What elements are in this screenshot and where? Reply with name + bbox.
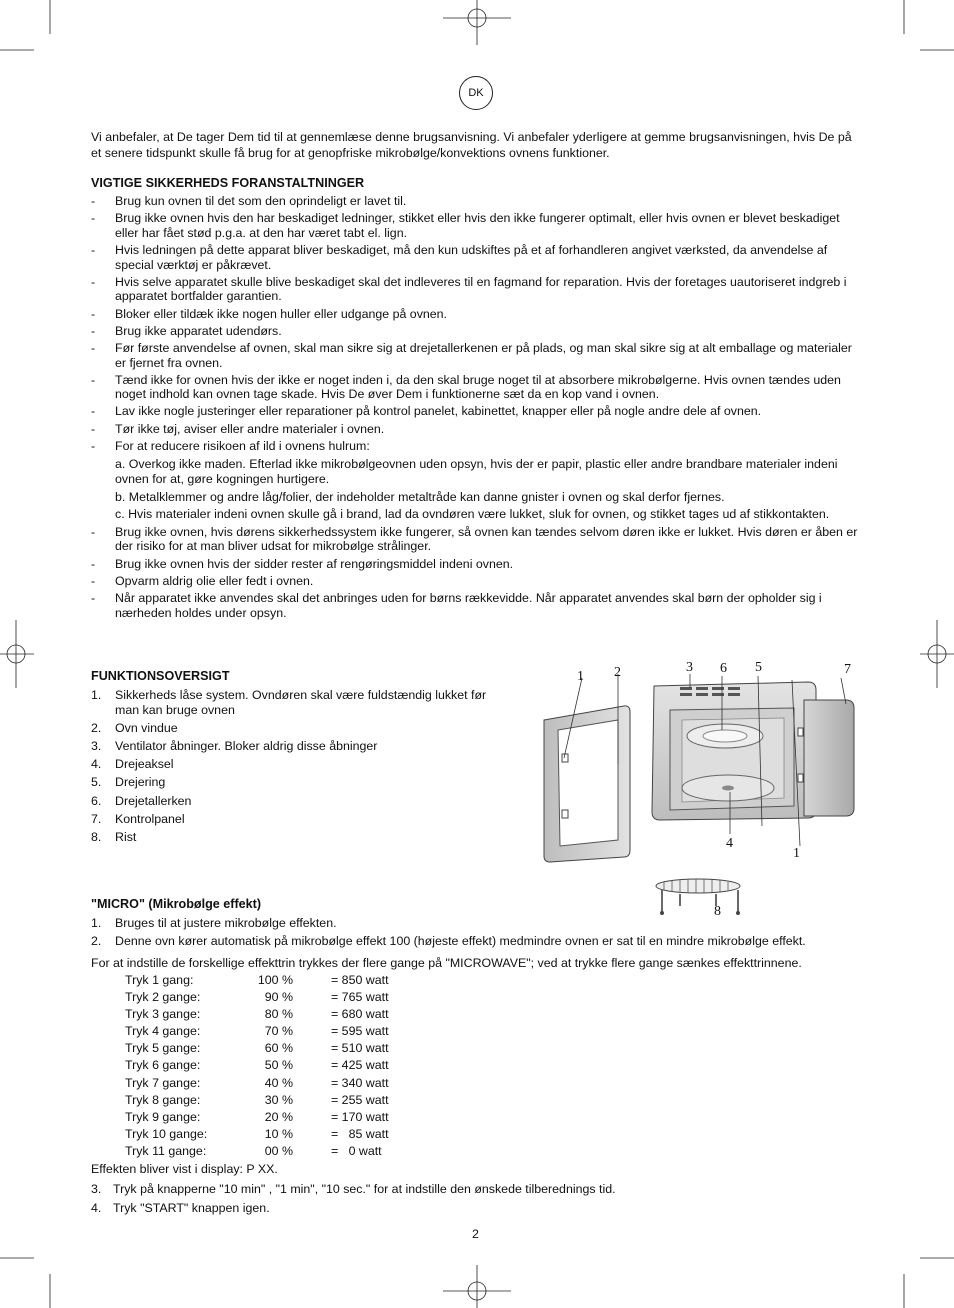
list-num: 1. xyxy=(91,916,102,930)
percent-cell: 50 % xyxy=(264,1058,293,1073)
list-item-text: Bruges til at justere mikrobølge effekten. xyxy=(115,916,337,930)
figure-label-6: 6 xyxy=(720,661,727,676)
list-item: - Brug ikke ovnen, hvis dørens sikkerhedssystem ikke fungerer, så ovnen kan tændes selvom døren ikke er lukket. Hvis døren er åben er der risiko for at man bliver udsat for mikrobølge strålinger. xyxy=(91,524,858,554)
list-item-text: Lav ikke nogle justeringer eller reparationer på kontrol panelet, kabinettet, knapper eller på nogle andre dele af ovnen. xyxy=(115,404,762,419)
list-item: - Hvis selve apparatet skulle blive beskadiget skal det indleveres til en fagmand for reparation. Hvis der foretages uautoriseret indgreb i apparatet bortfalder garantien. xyxy=(91,274,847,304)
watt-cell: = 255 watt xyxy=(331,1092,389,1107)
list-item-text: Hvis selve apparatet skulle blive beskadiget skal det indleveres til en fagmand for reparation. Hvis der foretages uautoriseret indgreb i apparatet bortfalder garantien. xyxy=(115,274,847,304)
list-item: - Opvarm aldrig olie eller fedt i ovnen. xyxy=(91,573,314,588)
press-cell: Tryk 3 gange: xyxy=(125,1007,201,1022)
list-item xyxy=(91,812,511,827)
list-item: - For at reducere risikoen af ild i ovnens hulrum: a. Overkog ikke maden. Efterlad ikke mikrobølgeovnen uden opsyn, hvis der er papir, plastic eller andre brandbare materialer indeni ovnen for at, gøre kogningen hurtigere. b. Metalklemmer og andre låg/folier, der indeholder metaltråde kan danne gnister i ovnen og skal derfor fjernes. c. Hvis materialer indeni ovnen skulle gå i brand, lad da ovndøren være lukket, sluk for ovnen, og stikket tages ud af stikkontakten. xyxy=(91,439,866,522)
press-cell: Tryk 2 gange: xyxy=(125,990,201,1005)
watt-cell: = 340 watt xyxy=(331,1075,389,1090)
fire-sub-c: c. Hvis materialer indeni ovnen skulle gå i brand, lad da ovndøren være lukket, sluk for ovnen, og stikket tages ud af stikkontakten. xyxy=(115,507,830,522)
list-item-text: Opvarm aldrig olie eller fedt i ovnen. xyxy=(115,573,314,588)
watt-cell: = 850 watt xyxy=(331,973,389,987)
list-num: 4. xyxy=(91,757,102,772)
press-cell: Tryk 6 gange: xyxy=(125,1058,201,1073)
fire-sub-b: b. Metalklemmer og andre låg/folier, der indeholder metaltråde kan danne gnister i ovnen og skal derfor fjernes. xyxy=(115,489,725,504)
list-num: 4. xyxy=(91,1200,102,1215)
table-row xyxy=(125,1109,389,1126)
list-item-text: Før første anvendelse af ovnen, skal man sikre sig at drejetallerkenen er på plads, og man skal sikre sig at alt emballage og materialer er fjernet fra ovnen. xyxy=(115,340,852,370)
safety-list xyxy=(91,194,866,623)
overview-heading: FUNKTIONSOVERSIGT xyxy=(91,669,230,683)
percent-cell: 10 % xyxy=(264,1126,293,1141)
list-item-text: Brug ikke ovnen, hvis dørens sikkerhedssystem ikke fungerer, så ovnen kan tændes selvom døren ikke er lukket. Hvis døren er åben er der risiko for at man bliver udsat for mikrobølge strålinger. xyxy=(115,524,858,554)
press-cell: Tryk 11 gange: xyxy=(125,1143,207,1158)
watt-cell: = 425 watt xyxy=(331,1058,389,1073)
list-item-text: Ventilator åbninger. Bloker aldrig disse åbninger xyxy=(115,738,378,753)
list-item-text: Tryk på knapperne "10 min" , "1 min", "10 sec." for at indstille den ønskede tilberednings tid. xyxy=(113,1182,616,1196)
watt-cell: = 85 watt xyxy=(331,1126,389,1141)
list-item-text: For at reducere risikoen af ild i ovnens hulrum: xyxy=(115,438,370,453)
list-item-text: Brug kun ovnen til det som den oprindeligt er lavet til. xyxy=(115,194,407,208)
table-row xyxy=(125,1126,389,1143)
figure-label-3: 3 xyxy=(686,660,693,675)
figure-label-1: 1 xyxy=(577,669,584,684)
list-item-text: Brug ikke ovnen hvis den har beskadiget ledninger, stikket eller hvis den ikke fungerer optimalt, eller hvis ovnen er blevet beskadiget eller har fået stød p.g.a. at den har været tabt el. lign. xyxy=(115,211,840,240)
percent-cell: 00 % xyxy=(264,1143,293,1158)
list-num: 5. xyxy=(91,775,102,790)
list-item: - Før første anvendelse af ovnen, skal man sikre sig at drejetallerkenen er på plads, og man skal sikre sig at alt emballage og materialer er fjernet fra ovnen. xyxy=(91,340,852,370)
list-item: - Tænd ikke for ovnen hvis der ikke er noget inden i, da den skal bruge noget til at absorbere mikrobølgerne. Hvis ovnen tændes uden noget indhold kan ovnen tage skade. Hvis De øver Dem i funktionerne sæt da en kop vand i ovnen. xyxy=(91,372,841,402)
language-badge: DK xyxy=(459,76,493,110)
percent-cell: 60 % xyxy=(264,1041,293,1056)
list-item: - Tør ikke tøj, aviser eller andre materialer i ovnen. xyxy=(91,421,385,436)
list-num: 1. xyxy=(91,688,102,702)
table-row xyxy=(125,1143,389,1160)
watt-cell: = 680 watt xyxy=(331,1007,389,1022)
press-cell: Tryk 5 gange: xyxy=(125,1041,201,1056)
list-item-text: Denne ovn kører automatisk på mikrobølge effekt 100 (højeste effekt) medmindre ovnen er sat til en mindre mikrobølge effekt. xyxy=(115,933,806,948)
table-row xyxy=(125,1023,389,1040)
press-cell: Tryk 9 gange: xyxy=(125,1109,201,1124)
list-num: 2. xyxy=(91,933,102,948)
watt-cell: = 510 watt xyxy=(331,1041,389,1056)
list-item-text: Drejering xyxy=(115,775,166,790)
safety-heading: VIGTIGE SIKKERHEDS FORANSTALTNINGER xyxy=(91,176,365,190)
percent-cell: 80 % xyxy=(264,1007,293,1022)
list-item xyxy=(91,1182,871,1197)
list-item-text: Når apparatet ikke anvendes skal det anbringes uden for børns rækkevidde. Når apparatet anvendes skal børn der opholder sig i nærheden holdes under opsyn. xyxy=(115,590,822,620)
power-table xyxy=(125,972,389,1160)
micro-list xyxy=(91,916,871,952)
percent-cell: 40 % xyxy=(264,1075,293,1090)
figure-label-7: 7 xyxy=(844,662,851,677)
figure-label-2: 2 xyxy=(614,665,621,680)
list-item: - Bloker eller tildæk ikke nogen huller eller udgange på ovnen. xyxy=(91,306,448,321)
list-num: 3. xyxy=(91,1182,102,1196)
fire-sub-a: a. Overkog ikke maden. Efterlad ikke mikrobølgeovnen uden opsyn, hvis der er papir, plastic eller andre brandbare materialer indeni ovnen for at, gøre kogningen hurtigere. xyxy=(115,457,838,487)
table-row xyxy=(125,1040,389,1057)
watt-cell: = 170 watt xyxy=(331,1109,389,1124)
figure-label-5: 5 xyxy=(755,660,762,675)
press-cell: Tryk 10 gange: xyxy=(125,1126,208,1141)
table-row xyxy=(125,1006,389,1023)
press-cell: Tryk 1 gang: xyxy=(125,973,194,987)
percent-cell: 90 % xyxy=(264,990,293,1005)
table-row xyxy=(125,989,389,1006)
micro-heading: "MICRO" (Mikrobølge effekt) xyxy=(91,897,262,911)
list-item xyxy=(91,916,871,931)
list-item-text: Ovn vindue xyxy=(115,720,178,735)
list-num: 2. xyxy=(91,720,102,735)
percent-cell: 20 % xyxy=(264,1109,293,1124)
list-item: - Hvis ledningen på dette apparat bliver beskadiget, må den kun udskiftes på et af forhandleren angivet værksted, da anvendelse af special værktøj er påkrævet. xyxy=(91,242,828,272)
list-item-text: Kontrolpanel xyxy=(115,811,185,826)
list-item: - Brug ikke ovnen hvis der sidder rester af rengøringsmiddel indeni ovnen. xyxy=(91,556,514,571)
list-item: - Når apparatet ikke anvendes skal det anbringes uden for børns rækkevidde. Når apparatet anvendes skal børn der opholder sig i nærheden holdes under opsyn. xyxy=(91,590,822,620)
micro-instruction: For at indstille de forskellige effekttrin trykkes der flere gange på "MICROWAVE"; ved at trykke flere gange sænkes effekttrinnene. xyxy=(91,956,802,970)
watt-cell: = 765 watt xyxy=(331,990,389,1005)
table-row xyxy=(125,1092,389,1109)
list-item xyxy=(91,1201,871,1216)
steps-list xyxy=(91,1182,871,1219)
list-item xyxy=(91,688,511,717)
percent-cell: 100 % xyxy=(257,973,293,987)
list-num: 3. xyxy=(91,738,102,753)
figure-label-4: 4 xyxy=(726,836,733,851)
list-item xyxy=(91,739,511,754)
list-num: 6. xyxy=(91,793,102,808)
display-note: Effekten bliver vist i display: P XX. xyxy=(91,1162,278,1176)
rack-illustration xyxy=(650,876,750,920)
percent-cell: 30 % xyxy=(264,1092,293,1107)
list-item xyxy=(91,775,511,790)
list-item-text: Rist xyxy=(115,829,137,844)
press-cell: Tryk 4 gange: xyxy=(125,1024,201,1039)
list-item-text: Drejeaksel xyxy=(115,757,174,772)
table-row xyxy=(125,1057,389,1074)
list-item-text: Hvis ledningen på dette apparat bliver beskadiget, må den kun udskiftes på et af forhandleren angivet værksted, da anvendelse af special værktøj er påkrævet. xyxy=(115,242,828,272)
percent-cell: 70 % xyxy=(264,1024,293,1039)
list-num: 7. xyxy=(91,811,102,826)
figure-label-1b: 1 xyxy=(793,846,800,861)
press-cell: Tryk 8 gange: xyxy=(125,1092,201,1107)
list-item xyxy=(91,757,511,772)
page-number: 2 xyxy=(472,1227,479,1241)
list-num: 8. xyxy=(91,829,102,844)
watt-cell: = 595 watt xyxy=(331,1024,389,1039)
list-item xyxy=(91,934,871,949)
overview-list xyxy=(91,688,511,848)
list-item: - Brug kun ovnen til det som den oprindeligt er lavet til. xyxy=(91,194,407,208)
list-item-text: Tænd ikke for ovnen hvis der ikke er noget inden i, da den skal bruge noget til at absorbere mikrobølgerne. Hvis ovnen tændes uden noget indhold kan ovnen tage skade. Hvis De øver Dem i funktionerne sæt da en kop vand i ovnen. xyxy=(115,372,841,402)
table-row xyxy=(125,1075,389,1092)
list-item: - Brug ikke ovnen hvis den har beskadiget ledninger, stikket eller hvis den ikke fungerer optimalt, eller hvis ovnen er blevet beskadiget eller har fået stød p.g.a. at den har været tabt el. lign. xyxy=(91,211,840,240)
list-item: - Brug ikke apparatet udendørs. xyxy=(91,323,282,338)
figure-label-8: 8 xyxy=(714,904,721,919)
list-item-text: Tryk "START" knappen igen. xyxy=(113,1200,270,1215)
list-item-text: Drejetallerken xyxy=(115,793,192,808)
list-item-text: Tør ikke tøj, aviser eller andre materialer i ovnen. xyxy=(115,421,385,436)
list-item: - Lav ikke nogle justeringer eller reparationer på kontrol panelet, kabinettet, knapper eller på nogle andre dele af ovnen. xyxy=(91,404,762,419)
press-cell: Tryk 7 gange: xyxy=(125,1075,201,1090)
table-row xyxy=(125,972,389,989)
list-item xyxy=(91,794,511,809)
intro-paragraph: Vi anbefaler, at De tager Dem tid til at gennemlæse denne brugsanvisning. Vi anbefaler yderligere at gemme brugsanvisningen, hvis De på et senere tidspunkt skulle få brug for at genopfriske mikrobølge/konvektions ovnens funktioner. xyxy=(91,130,852,160)
list-item-text: Bloker eller tildæk ikke nogen huller eller udgange på ovnen. xyxy=(115,306,448,321)
list-item xyxy=(91,830,511,845)
watt-cell: = 0 watt xyxy=(331,1143,382,1158)
list-item-text: Sikkerheds låse system. Ovndøren skal være fuldstændig lukket før man kan bruge ovnen xyxy=(115,688,487,717)
list-item-text: Brug ikke apparatet udendørs. xyxy=(115,323,282,338)
list-item xyxy=(91,721,511,736)
list-item-text: Brug ikke ovnen hvis der sidder rester af rengøringsmiddel indeni ovnen. xyxy=(115,556,514,571)
